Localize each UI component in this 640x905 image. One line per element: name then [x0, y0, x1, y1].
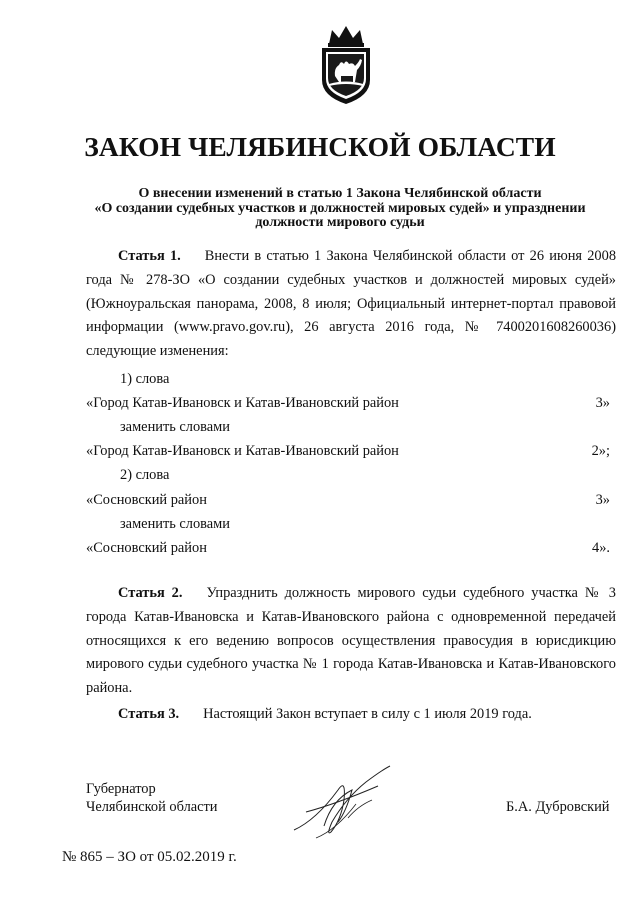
handwritten-signature [286, 760, 396, 850]
law-subtitle [70, 187, 610, 231]
article-2-text: Упразднить должность мирового судьи судебного участка № 3 города Катав-Ивановска и Катав-Ивановского района с одновременной передачей относящихся к его ведению вопросов осуществления правосудия в юрисдикцию мирового судьи судебного участка № 1 города Катав-Ивановска и Катав-Ивановского района. [86, 585, 616, 697]
subtitle-line: О внесении изменений в статью 1 Закона Челябинской области [138, 186, 542, 201]
list-item-suffix: 2»; [591, 443, 610, 459]
list-item: 1) слова [120, 371, 170, 387]
list-item-suffix: 3» [595, 492, 610, 508]
list-item: «Сосновский район [86, 540, 207, 556]
signatory-name: Б.А. Дубровский [506, 799, 610, 815]
list-item: заменить словами [120, 419, 230, 435]
article-1-label: Статья 1. [118, 248, 181, 264]
list-item: «Город Катав-Ивановск и Катав-Ивановский район [86, 443, 399, 459]
subtitle-line: должности мирового судьи [255, 215, 425, 230]
subtitle-line: «О создании судебных участков и должностей мировых судей» и упразднении [94, 200, 586, 216]
list-item: заменить словами [120, 516, 230, 532]
registration-number: № 865 – ЗО от 05.02.2019 г. [62, 849, 237, 865]
article-3-label: Статья 3. [118, 706, 180, 722]
coat-of-arms-icon [315, 24, 377, 106]
article-2-paragraph [86, 582, 616, 701]
signatory-title-line: Губернатор [86, 781, 156, 797]
signatory-title-line: Челябинской области [86, 799, 218, 815]
article-1-text: Внести в статью 1 Закона Челябинской области от 26 июня 2008 года № 278-ЗО «О создании судебных участков и должностей мировых судей» (Южноуральская панорама, 2008, 8 июля; Официальный интернет-портал правовой информации (www.pravo.gov.ru), 26 августа 2016 года, № 7400201608260036) следующие изменения: [86, 248, 617, 360]
article-2-label: Статья 2. [118, 585, 183, 601]
list-item: 2) слова [120, 467, 170, 483]
list-item: «Город Катав-Ивановск и Катав-Ивановский район [86, 395, 399, 411]
article-3-text: Настоящий Закон вступает в силу с 1 июля 2019 года. [203, 706, 532, 722]
article-3-paragraph [86, 703, 616, 727]
list-item-suffix: 4». [592, 540, 610, 556]
list-item: «Сосновский район [86, 492, 207, 508]
list-item-suffix: 3» [595, 395, 610, 411]
law-title: ЗАКОН ЧЕЛЯБИНСКОЙ ОБЛАСТИ [84, 131, 556, 162]
article-1-paragraph [86, 245, 616, 364]
signatory-title [86, 780, 218, 816]
